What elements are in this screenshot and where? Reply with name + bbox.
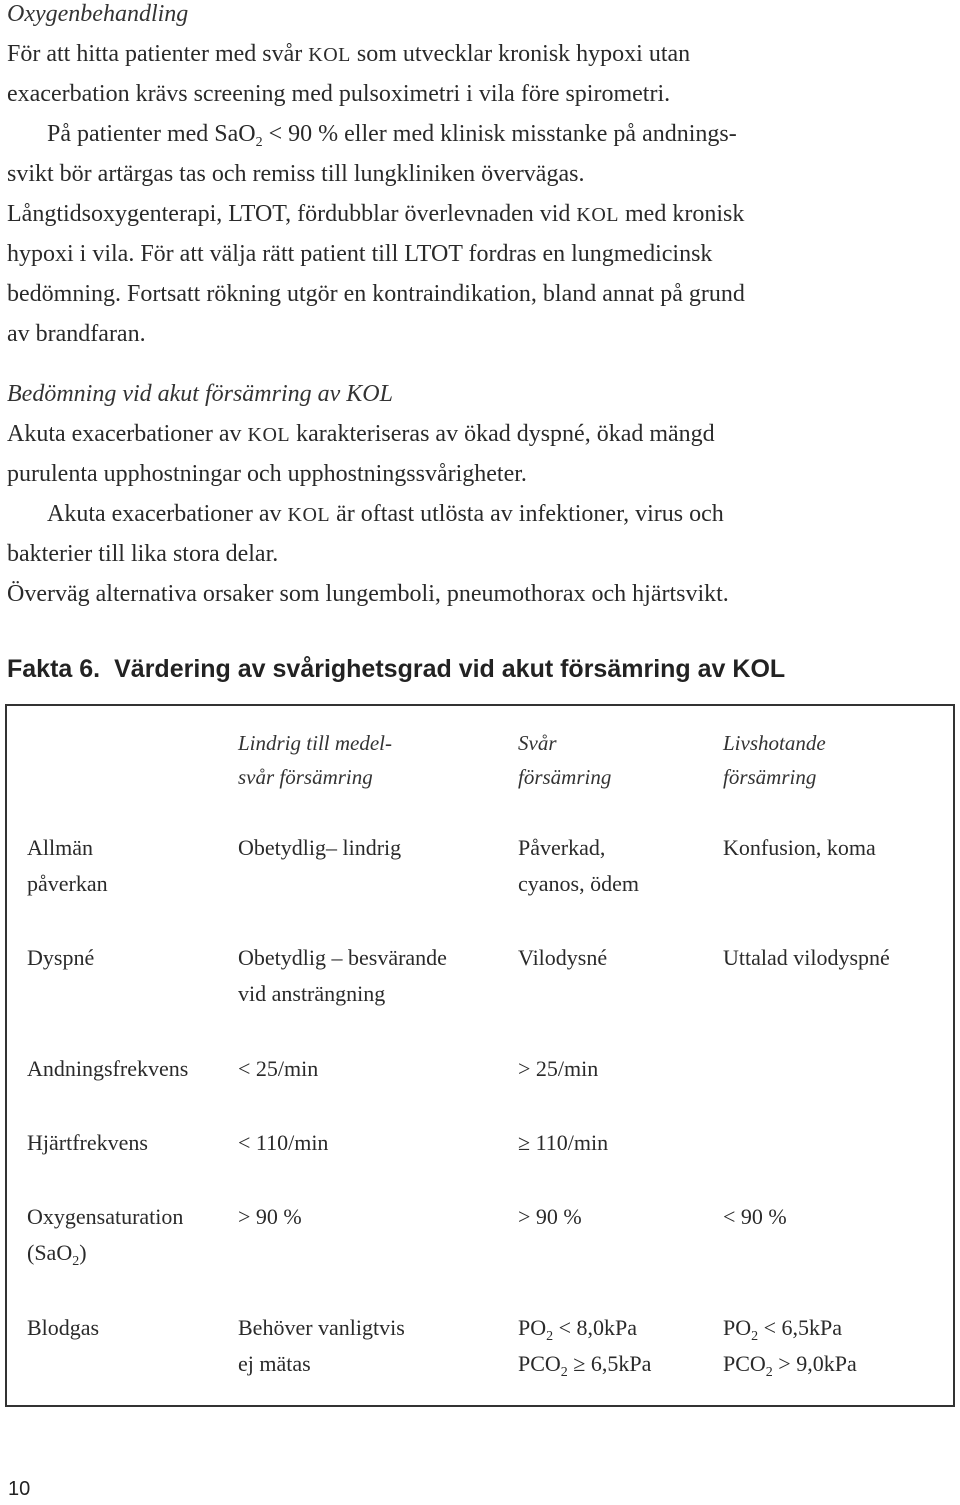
paragraph-line (7, 40, 690, 69)
text-run: Akuta exacerbationer av (7, 421, 248, 447)
header-line: svår försämring (238, 765, 373, 789)
abbr-kol: KOL (287, 504, 331, 526)
cell-line (723, 1310, 857, 1346)
text-run: PO (723, 1315, 752, 1340)
cell-line: Påverkad, (518, 835, 606, 860)
abbr-kol: KOL (576, 204, 620, 226)
text-run: (SaO (27, 1240, 73, 1265)
text-run: PO (518, 1315, 547, 1340)
header-line: Livshotande (723, 731, 826, 755)
text-run: För att hitta patienter med svår (7, 41, 309, 67)
header-life-threatening (723, 726, 826, 794)
subscript: 2 (765, 1365, 773, 1380)
row-label-oxygensaturation (27, 1199, 183, 1271)
abbr-kol: KOL (308, 44, 351, 66)
text-run: < 6,5kPa (758, 1315, 843, 1340)
severity-table (5, 704, 955, 1407)
cell-dyspne-life: Uttalad vilodyspné (723, 945, 890, 970)
cell-line (723, 1346, 857, 1382)
page-number: 10 (8, 1478, 31, 1500)
paragraph-line: svikt bör artärgas tas och remiss till lungkliniken övervägas. (7, 161, 585, 187)
text-run: < 8,0kPa (553, 1315, 638, 1340)
row-label-hjartfrekvens: Hjärtfrekvens (27, 1130, 148, 1155)
cell-line: Behöver vanligtvis (238, 1315, 405, 1340)
subscript: 2 (72, 1254, 80, 1269)
paragraph-line: purulenta upphostningar och upphostningssvårigheter. (7, 461, 527, 487)
header-line: försämring (723, 765, 817, 789)
paragraph-line: av brandfaran. (7, 321, 146, 347)
text-run: På patienter med SaO (47, 121, 256, 147)
section-heading-oxygenbehandling: Oxygenbehandling (7, 1, 189, 27)
label-line: Oxygensaturation (27, 1204, 184, 1229)
text-run: < 90 % eller med klinisk misstanke på andnings- (262, 121, 737, 147)
paragraph-line: hypoxi i vila. För att välja rätt patient till LTOT fordras en lungmedicinsk (7, 241, 713, 267)
paragraph-line (47, 120, 737, 148)
text-run: karakteriseras av ökad dyspné, ökad mängd (290, 421, 715, 447)
paragraph-line (7, 200, 744, 229)
text-run: Långtidsoxygenterapi, LTOT, fördubblar överlevnaden vid (7, 201, 577, 227)
cell-line: cyanos, ödem (518, 871, 639, 896)
paragraph-line: Överväg alternativa orsaker som lungemboli, pneumothorax och hjärtsvikt. (7, 581, 729, 607)
row-label-allman (27, 830, 108, 902)
abbr-kol: KOL (247, 424, 291, 446)
cell-allman-mild: Obetydlig– lindrig (238, 835, 402, 860)
cell-line: ej mätas (238, 1351, 311, 1376)
fakta-title-text: Värdering av svårighetsgrad vid akut försämring av KOL (114, 655, 786, 683)
cell-oxy-life: < 90 % (723, 1204, 787, 1229)
header-line: försämring (518, 765, 612, 789)
paragraph-line: bakterier till lika stora delar. (7, 541, 279, 567)
fakta-number: Fakta 6. (7, 655, 101, 683)
label-line: påverkan (27, 871, 108, 896)
cell-andning-severe: > 25/min (518, 1056, 599, 1081)
cell-line: vid ansträngning (238, 981, 386, 1006)
cell-dyspne-severe: Vilodysné (518, 945, 608, 970)
cell-line (518, 1310, 651, 1346)
cell-oxy-mild: > 90 % (238, 1204, 302, 1229)
cell-hjart-severe: ≥ 110/min (518, 1130, 609, 1155)
cell-dyspne-mild (238, 940, 447, 1012)
paragraph-line (7, 420, 715, 449)
cell-blod-mild (238, 1310, 405, 1382)
cell-allman-life: Konfusion, koma (723, 835, 876, 860)
cell-andning-mild: < 25/min (238, 1056, 319, 1081)
cell-oxy-severe: > 90 % (518, 1204, 582, 1229)
cell-allman-severe (518, 830, 639, 902)
cell-blod-severe (518, 1310, 651, 1382)
text-run: > 9,0kPa (772, 1351, 857, 1376)
cell-line (518, 1346, 651, 1382)
header-line: Svår (518, 731, 557, 755)
paragraph-line (47, 500, 724, 529)
subscript: 2 (560, 1365, 568, 1380)
text-run: ≥ 6,5kPa (567, 1351, 652, 1376)
paragraph-line: exacerbation krävs screening med pulsoximetri i vila före spirometri. (7, 81, 671, 107)
text-run: som utvecklar kronisk hypoxi utan (350, 41, 691, 67)
section-heading-bedomning: Bedömning vid akut försämring av KOL (7, 381, 393, 407)
fakta-title (7, 654, 785, 684)
cell-blod-life (723, 1310, 857, 1382)
label-line (27, 1235, 183, 1271)
row-label-andningsfrekvens: Andningsfrekvens (27, 1056, 189, 1081)
paragraph-line: bedömning. Fortsatt rökning utgör en kontraindikation, bland annat på grund (7, 281, 745, 307)
header-mild (238, 726, 392, 794)
text-run: ) (79, 1240, 87, 1265)
row-label-dyspne: Dyspné (27, 945, 95, 970)
text-run: PCO (518, 1351, 561, 1376)
label-line: Allmän (27, 835, 93, 860)
cell-line: Obetydlig – besvärande (238, 945, 447, 970)
header-line: Lindrig till medel- (238, 731, 392, 755)
cell-hjart-mild: < 110/min (238, 1130, 329, 1155)
header-severe (518, 726, 611, 794)
subscript: 2 (751, 1329, 759, 1344)
row-label-blodgas: Blodgas (27, 1315, 100, 1340)
text-run: Akuta exacerbationer av (47, 501, 288, 527)
subscript: 2 (546, 1329, 554, 1344)
subscript: 2 (255, 135, 263, 150)
text-run: PCO (723, 1351, 766, 1376)
text-run: med kronisk (619, 201, 745, 227)
text-run: är oftast utlösta av infektioner, virus och (330, 501, 724, 527)
